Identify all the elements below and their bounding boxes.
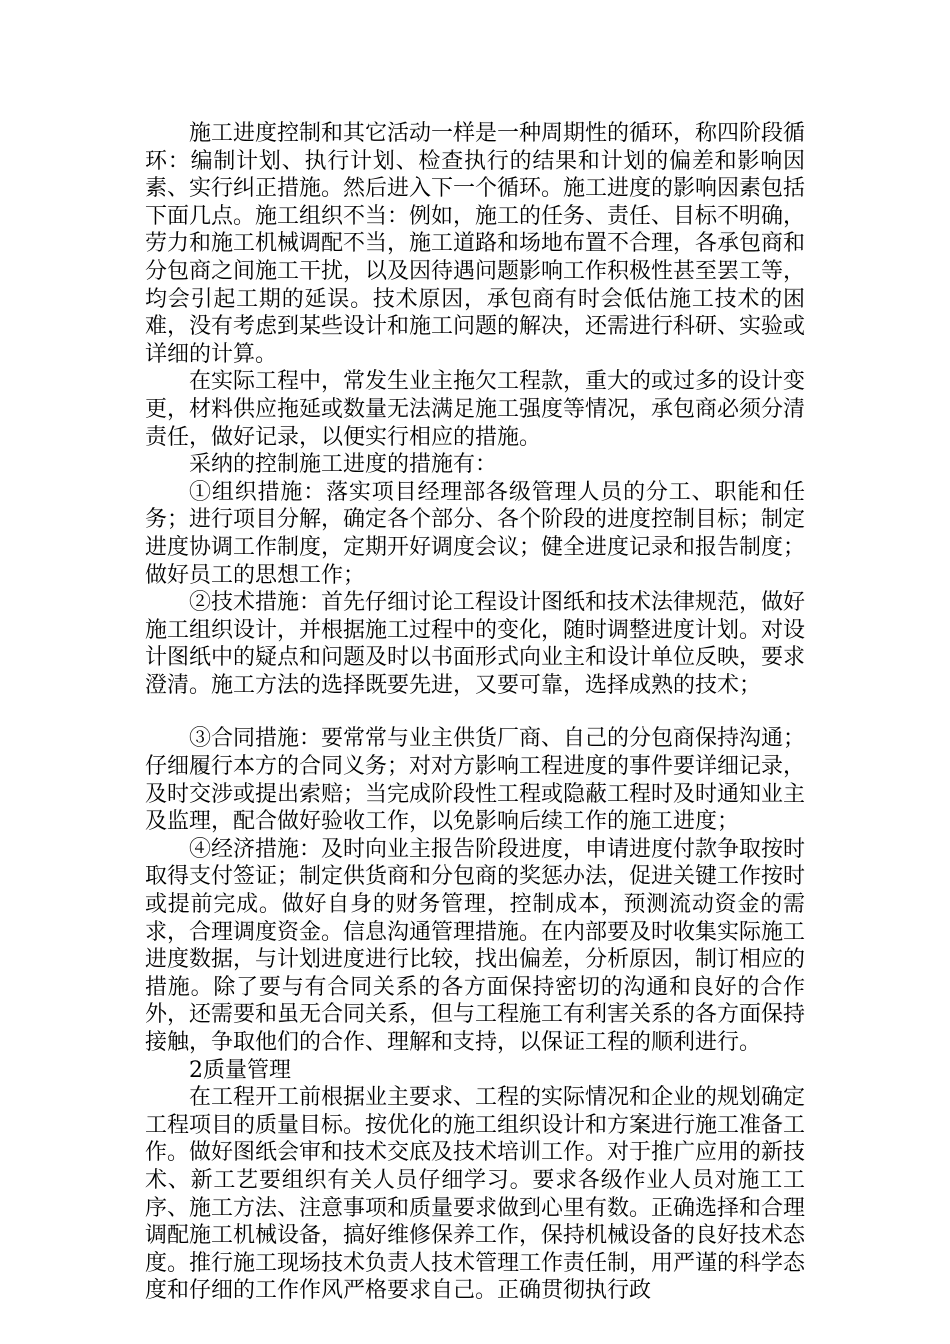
- paragraph-gap: [145, 699, 805, 725]
- paragraph-schedule-control: 施工进度控制和其它活动一样是一种周期性的循环，称四阶段循环：编制计划、执行计划、检查执行的结果和计划的偏差和影响因素、实行纠正措施。然后进入下一个循环。施工进度的影响因素包括下面几点。施工组织不当：例如，施工的任务、责任、目标不明确，劳力和施工机械调配不当，施工道路和场地布置不合理，各承包商和分包商之间施工干扰，以及因待遇问题影响工作积极性甚至罢工等，均会引起工期的延误。技术原因，承包商有时会低估施工技术的困难，没有考虑到某些设计和施工问题的解决，还需进行科研、实验或详细的计算。: [145, 121, 806, 367]
- paragraph-technical-measures: ②技术措施：首先仔细讨论工程设计图纸和技术法律规范，做好施工组织设计，并根据施工过程中的变化，随时调整进度计划。对设计图纸中的疑点和问题及时以书面形式向业主和设计单位反映，要求澄清。施工方法的选择既要先进，又要可靠，选择成熟的技术；: [145, 590, 806, 698]
- paragraph-measures-intro: 采纳的控制施工进度的措施有：: [189, 452, 498, 478]
- paragraph-economic-measures: ④经济措施：及时向业主报告阶段进度，申请进度付款争取按时取得支付签证；制定供货商和分包商的奖惩办法，促进关键工作按时或提前完成。做好自身的财务管理，控制成本，预测流动资金的需求，合理调度资金。信息沟通管理措施。在内部要及时收集实际施工进度数据，与计划进度进行比较，找出偏差，分析原因，制订相应的措施。除了要与有合同关系的各方面保持密切的沟通和良好的合作外，还需要和虽无合同关系，但与工程施工有利害关系的各方面保持接触，争取他们的合作、理解和支持，以保证工程的顺利进行。: [145, 836, 806, 1055]
- paragraph-quality-management: 在工程开工前根据业主要求、工程的实际情况和企业的规划确定工程项目的质量目标。按优化的施工组织设计和方案进行施工准备工作。做好图纸会审和技术交底及技术培训工作。对于推广应用的新技术、新工艺要组织有关人员仔细学习。要求各级作业人员对施工工序、施工方法、注意事项和质量要求做到心里有数。正确选择和合理调配施工机械设备，搞好维修保养工作，保持机械设备的良好技术态度。推行施工现场技术负责人技术管理工作责任制，用严谨的科学态度和仔细的工作作风严格要求自己。正确贯彻执行政: [145, 1085, 806, 1304]
- paragraph-organizational-measures: ①组织措施：落实项目经理部各级管理人员的分工、职能和任务；进行项目分解，确定各个部分、各个阶段的进度控制目标；制定进度协调工作制度，定期开好调度会议；健全进度记录和报告制度；做好员工的思想工作；: [145, 479, 806, 588]
- section-heading-quality-management: 2质量管理: [189, 1057, 291, 1083]
- paragraph-practical-issues: 在实际工程中，常发生业主拖欠工程款，重大的或过多的设计变更，材料供应拖延或数量无法满足施工强度等情况，承包商必须分清责任，做好记录，以便实行相应的措施。: [145, 369, 806, 450]
- paragraph-contract-measures: ③合同措施：要常常与业主供货厂商、自己的分包商保持沟通；仔细履行本方的合同义务；对对方影响工程进度的事件要详细记录，及时交涉或提出索赔；当完成阶段性工程或隐蔽工程时及时通知业主及监理，配合做好验收工作，以免影响后续工作的施工进度；: [145, 726, 806, 835]
- document-body: [145, 120, 805, 1305]
